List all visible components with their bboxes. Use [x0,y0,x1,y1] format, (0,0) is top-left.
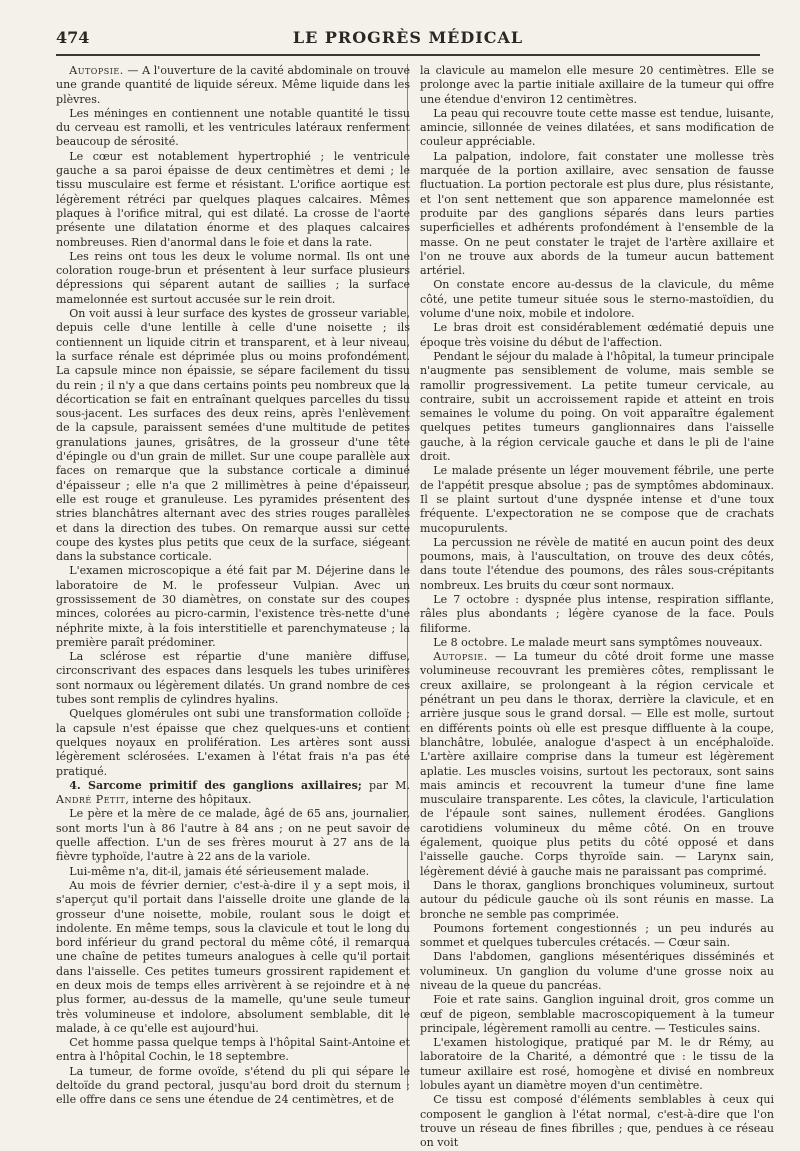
paragraph: Cet homme passa quelque temps à l'hôpital Saint-Antoine et entra à l'hôpital Cochin, le 18 septembre. [56,1036,410,1064]
autopsy-label: Autopsie. [69,64,124,77]
paragraph: Les méninges en contiennent une notable quantité le tissu du cerveau est ramolli, et les ventricules latéraux renferment beaucoup de sérosité. [56,106,410,149]
paragraph: Le cœur est notablement hypertrophié ; le ventricule gauche a sa paroi épaisse de deux centimètres et demi ; le tissu musculaire est ferme et résistant. L'orifice aortique est légèrement rétréci par quelques plaques calcaires. Mêmes plaques à l'orifice mitral, qui est dilaté. La crosse de l'aorte présente une dilatation énorme et des plaques calcaires nombreuses. Rien d'anormal dans le foie et dans la rate. [56,149,410,249]
paragraph: La palpation, indolore, fait constater une mollesse très marquée de la portion axillaire, avec sensation de fausse fluctuation. La portion pectorale est plus dure, plus résistante, et l'on sent nettement que son apparence mamelonnée est produite par des ganglions séparés dans leurs parties superficielles et adhérents profondément à l'ensemble de la masse. On ne peut constater le trajet de l'artère axillaire et l'on ne trouve aux abords de la tumeur aucun battement artériel. [420,149,774,278]
autopsy-label: Autopsie. [433,650,488,664]
paragraph: Le malade présente un léger mouvement fébrile, une perte de l'appétit presque absolue ; pas de symptômes abdominaux. Il se plaint surtout d'une dyspnée intense et d'une toux fréquente. L'expectoration ne se compose que de crachats mucopurulents. [420,464,774,535]
paragraph: On voit aussi à leur surface des kystes de grosseur variable, depuis celle d'une lentille à celle d'une noisette ; ils contiennent un liquide citrin et transparent, et à leur niveau, la surface rénale est déprimée plus ou moins profondément. La capsule mince non épaissie, se sépare facilement du tissu du rein ; il n'y a que dans certains points peu nombreux que la décortication se fait en entraînant quelques parcelles du tissu sous-jacent. Les surfaces des deux reins, après l'enlèvement de la capsule, paraissent semées d'une multitude de petites granulations jaunes, grisâtres, de la grosseur d'une tête d'épingle ou d'un grain de millet. Sur une coupe parallèle aux faces on remarque que la substance corticale a diminué d'épaisseur ; elle n'a que 2 millimètres à peine d'épaisseur, elle est rouge et granuleuse. Les pyramides présentent des stries blanchâtres alternant avec des stries rouges parallèles et dans la direction des tubes. On remarque aussi sur cette coupe des kystes plus petits que ceux de la surface, siégeant dans la substance corticale. [56,307,410,564]
paragraph: Autopsie. — La tumeur du côté droit forme une masse volumineuse recouvrant les premières côtes, remplissant le creux axillaire, se prolongeant à la région cervicale et pénétrant un peu dans le thorax, derrière la clavicule, et en arrière jusque sous le grand dorsal. — Elle est molle, surtout en différents points où elle est presque diffluente à la coupe, blanchâtre, lobulée, analogue d'aspect à un encéphaloïde. L'artère axillaire comprise dans la tumeur est légèrement aplatie. Les muscles voisins, surtout les pectoraux, sont sains mais amincis et recouvrent la tumeur d'une fine lame musculaire transparente. Les côtes, la clavicule, l'articulation de l'épaule sont saines, nullement érodées. Ganglions carotidiens volumineux du même côté. On en trouve également, quoique plus petits du côté opposé et dans l'aisselle gauche. Corps thyroïde sain. — Larynx sain, légèrement dévié à gauche mais ne paraissant pas comprimé. [420,650,774,878]
left-column [56,64,410,1108]
paragraph: Pendant le séjour du malade à l'hôpital, la tumeur principale n'augmente pas sensiblement de volume, mais semble se ramollir progressivement. La petite tumeur cervicale, au contraire, subit un accroissement rapide et atteint en trois semaines le volume du poing. On voit apparaître également quelques petites tumeurs ganglionnaires dans l'aisselle gauche, à la région cervicale gauche et dans le pli de l'aine droit. [420,349,774,464]
page-header [56,26,760,56]
paragraph: Dans l'abdomen, ganglions mésentériques disséminés et volumineux. Un ganglion du volume d'une grosse noix au niveau de la queue du pancréas. [420,950,774,992]
paragraph: L'examen microscopique a été fait par M. Déjerine dans le laboratoire de M. le professeur Vulpian. Avec un grossissement de 30 diamètres, on constate sur des coupes minces, colorées au picro-carmin, l'existence très-nette d'une néphrite mixte, à la fois interstitielle et parenchymateuse ; la première paraît prédominer. [56,564,410,649]
section-heading [56,779,410,808]
paragraph: Le 8 octobre. Le malade meurt sans symptômes nouveaux. [433,635,763,649]
paragraph: La tumeur, de forme ovoïde, s'étend du pli qui sépare le deltoïde du grand pectoral, jusqu'au bord droit du sternum ; elle offre dans ce sens une étendue de 24 centimètres, et de [56,1064,410,1107]
paragraph: la clavicule au mamelon elle mesure 20 centimètres. Elle se prolonge avec la partie initiale axillaire de la tumeur qui offre une étendue d'environ 12 centimètres. [420,64,774,106]
section-number: 4. [69,778,81,792]
section-author: André Petit [56,793,126,807]
paragraph: Le père et la mère de ce malade, âgé de 65 ans, journalier, sont morts l'un à 86 l'autre à 84 ans ; on ne peut savoir de quelle affection. L'un de ses frères mourut à 27 ans de la fièvre typhoïde, l'autre à 22 ans de la variole. [56,807,410,864]
paragraph: On constate encore au-dessus de la clavicule, du même côté, une petite tumeur située sous le sterno-mastoïdien, du volume d'une noix, mobile et indolore. [420,278,774,321]
paragraph: Le bras droit est considérablement œdématié depuis une époque très voisine du début de l'affection. [420,321,774,349]
paragraph: Foie et rate sains. Ganglion inguinal droit, gros comme un œuf de pigeon, semblable macroscopiquement à la tumeur principale, légèrement ramolli au centre. — Testicules sains. [420,993,774,1035]
paragraph: Lui-même n'a, dit-il, jamais été sérieusement malade. [69,864,370,878]
paragraph: Les reins ont tous les deux le volume normal. Ils ont une coloration rouge-brun et présentent à leur surface plusieurs dépressions qui séparent autant de saillies ; la surface mamelonnée est surtout accusée sur le rein droit. [56,249,410,306]
paragraph: La sclérose est répartie d'une manière diffuse, circonscrivant des espaces dans lesquels les tubes urinifères sont normaux ou légèrement dilatés. Un grand nombre de ces tubes sont remplis de cylindres hyalins. [56,650,410,707]
section-author-role: , interne des hôpitaux. [125,793,252,807]
paragraph: La percussion ne révèle de matité en aucun point des deux poumons, mais, à l'auscultation, on trouve des deux côtés, dans toute l'étendue des poumons, des râles sous-crépitants nombreux. Les bruits du cœur sont normaux. [420,535,774,592]
paragraph: Dans le thorax, ganglions bronchiques volumineux, surtout autour du pédicule gauche où ils sont réunis en masse. La bronche ne semble pas comprimée. [420,878,774,921]
page-number: 474 [56,28,90,47]
paragraph: L'examen histologique, pratiqué par M. le dr Rémy, au laboratoire de la Charité, a démontré que : le tissu de la tumeur axillaire est rosé, homogène et divisé en nombreux lobules ayant un diamètre moyen d'un centimètre. [420,1036,774,1093]
paragraph: Poumons fortement congestionnés ; un peu indurés au sommet et quelques tubercules crétacés. — Cœur sain. [420,921,774,950]
section-title: Sarcome primitif des ganglions axillaires; [87,778,362,792]
paragraph: Le 7 octobre : dyspnée plus intense, respiration sifflante, râles plus abondants ; légère cyanose de la face. Pouls filiforme. [420,592,774,635]
journal-title: LE PROGRÈS MÉDICAL [292,28,524,47]
paragraph: Quelques glomérules ont subi une transformation colloïde ; la capsule n'est épaisse que chez quelques-uns et contient quelques noyaux en prolifération. Les artères sont aussi légèrement sclérosées. L'examen à l'état frais n'a pas été pratiqué. [56,707,410,778]
paragraph: La peau qui recouvre toute cette masse est tendue, luisante, amincie, sillonnée de veines dilatées, et sans modification de couleur appréciable. [420,106,774,149]
section-author-prefix: par M. [361,778,410,792]
paragraph: Ce tissu est composé d'éléments semblables à ceux qui composent le ganglion à l'état normal, c'est-à-dire que l'on trouve un réseau de fines fibrilles ; que, pendues à ce réseau on voit [420,1093,774,1150]
right-column [420,64,774,1151]
paragraph: Au mois de février dernier, c'est-à-dire il y a sept mois, il s'aperçut qu'il portait dans l'aisselle droite une glande de la grosseur d'une noisette, mobile, roulant sous le doigt et indolente. En même temps, sous la clavicule et tout le long du bord inférieur du grand pectoral du même côté, il remarqua une chaîne de petites tumeurs analogues à celle qu'il portait dans l'aisselle. Ces petites tumeurs grossirent rapidement et en deux mois de temps elles arrivèrent à se rejoindre et à ne plus former, au-dessus de la mamelle, qu'une seule tumeur très volumineuse et indolore, absolument semblable, dit le malade, à ce qu'elle est aujourd'hui. [56,878,410,1035]
paragraph: Autopsie. — A l'ouverture de la cavité abdominale on trouve une grande quantité de liquide séreux. Même liquide dans les plèvres. [56,64,410,106]
